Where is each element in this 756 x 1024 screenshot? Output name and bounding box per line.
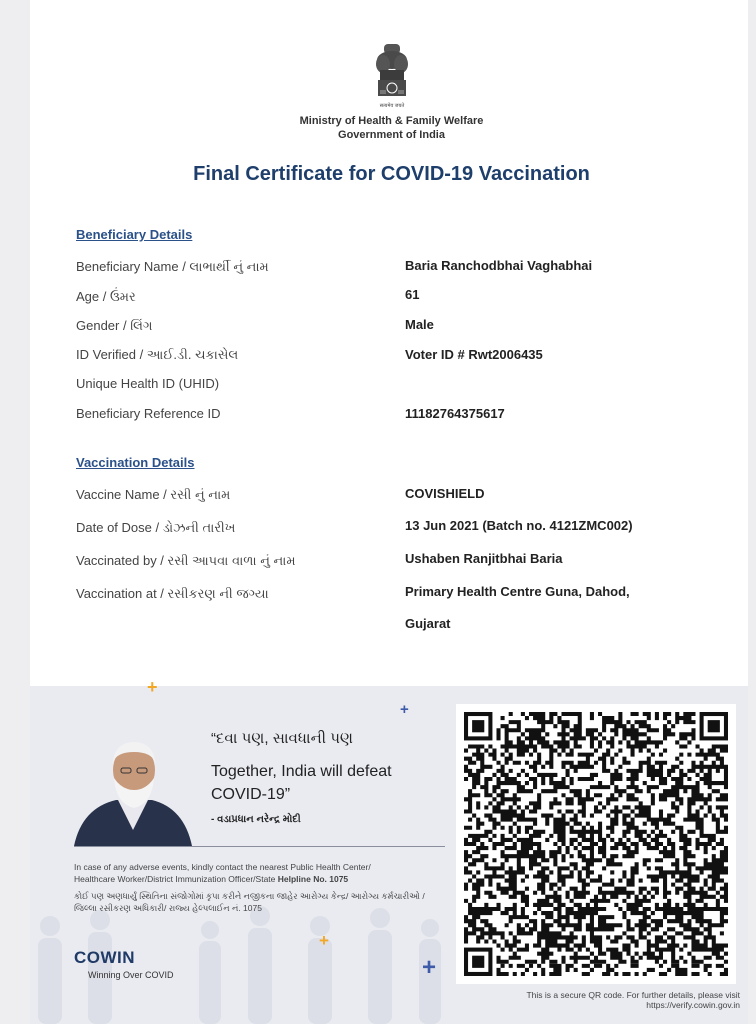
quote-attribution: - વડાપ્રધાન નરેન્દ્ર મોદી <box>211 814 301 825</box>
quote-english <box>211 760 441 806</box>
helpline-number: Helpline No. 1075 <box>277 874 349 884</box>
qr-code-note <box>440 990 740 1010</box>
id-verified-label: ID Verified / આઈ.ડી. ચકાસેલ <box>76 347 239 362</box>
gender-label: Gender / લિંગ <box>76 318 153 333</box>
vaccinated-by-label: Vaccinated by / રસી આપવા વાળા નું નામ <box>76 553 296 568</box>
adverse-events-notice-english <box>74 861 454 885</box>
reference-id-label: Beneficiary Reference ID <box>76 406 221 421</box>
emblem-caption: सत्यमेव जयते <box>379 103 405 109</box>
adverse-events-line2 <box>74 873 454 885</box>
certificate-footer <box>30 677 748 1024</box>
reference-id-value: 11182764375617 <box>405 406 505 421</box>
plus-decoration-icon: + <box>422 954 437 981</box>
dose-date-value: 13 Jun 2021 (Batch no. 4121ZMC002) <box>405 518 633 533</box>
quote-english-line2: COVID-19” <box>211 786 291 803</box>
adverse-events-gu-line1: કોઈ પણ અણધાર્યું સ્થિતિના સંજોગોમાં કૃપા કરીને નજીકના જાહેર આરોગ્ય કેન્દ્ર/ આરોગ્ય કર્મચારીઓ / <box>74 891 425 901</box>
vaccination-site-value: Primary Health Centre Guna, Dahod, <box>405 584 630 599</box>
vaccination-site-label: Vaccination at / રસીકરણ ની જગ્યા <box>76 586 269 601</box>
qr-finder-pattern <box>472 720 484 732</box>
adverse-events-line2-text: Healthcare Worker/District Immunization Officer/State <box>74 874 278 884</box>
certificate-title: Final Certificate for COVID-19 Vaccination <box>193 163 590 185</box>
verification-qr-code <box>456 704 736 984</box>
vaccine-name-value: COVISHIELD <box>405 486 485 501</box>
cowin-tagline: Winning Over COVID <box>88 970 174 980</box>
plus-decoration-icon: + <box>147 677 158 697</box>
beneficiary-name-value: Baria Ranchodbhai Vaghabhai <box>405 258 593 273</box>
prime-minister-portrait <box>74 734 192 846</box>
adverse-events-gu-line2: જિલ્લા રસીકરણ અધિકારી/ રાજ્ય હેલ્પલાઈન નં. 1075 <box>74 903 262 913</box>
qr-verify-url: https://verify.cowin.gov.in <box>646 1000 740 1010</box>
vaccine-name-label: Vaccine Name / રસી નું નામ <box>76 487 231 502</box>
vaccination-details-heading: Vaccination Details <box>76 455 195 470</box>
certificate-page <box>30 0 748 1024</box>
dose-date-label: Date of Dose / ડોઝની તારીખ <box>76 520 236 535</box>
qr-code-icon <box>456 704 736 984</box>
national-emblem-icon <box>372 40 412 110</box>
adverse-events-notice-gujarati <box>74 890 454 914</box>
age-label: Age / ઉંમર <box>76 289 136 304</box>
id-verified-value: Voter ID # Rwt2006435 <box>405 347 543 362</box>
beneficiary-name-label: Beneficiary Name / લાભાર્થી નું નામ <box>76 259 269 274</box>
plus-decoration-icon: + <box>319 931 329 950</box>
qr-note-line1: This is a secure QR code. For further details, please visit <box>526 990 740 1000</box>
ministry-name: Ministry of Health & Family Welfare <box>299 115 484 127</box>
qr-finder-pattern <box>472 956 484 968</box>
plus-decoration-icon: + <box>400 701 409 718</box>
vaccinated-by-value: Ushaben Ranjitbhai Baria <box>405 551 563 566</box>
footer-divider <box>74 846 445 847</box>
cowin-logo: COWIN <box>74 948 136 967</box>
qr-modules <box>464 712 728 976</box>
gender-value: Male <box>405 317 434 332</box>
certificate-details-panel <box>30 0 748 686</box>
vaccination-site-state: Gujarat <box>405 616 451 631</box>
quote-english-line1: Together, India will defeat <box>211 763 392 780</box>
beneficiary-details-heading: Beneficiary Details <box>76 227 193 242</box>
government-name: Government of India <box>338 129 445 141</box>
ministry-heading <box>30 114 753 142</box>
quote-gujarati: “દવા પણ, સાવધાની પણ <box>211 730 354 747</box>
age-value: 61 <box>405 287 420 302</box>
adverse-events-line1: In case of any adverse events, kindly contact the nearest Public Health Center/ <box>74 862 371 872</box>
qr-finder-pattern <box>708 720 720 732</box>
uhid-label: Unique Health ID (UHID) <box>76 376 220 391</box>
